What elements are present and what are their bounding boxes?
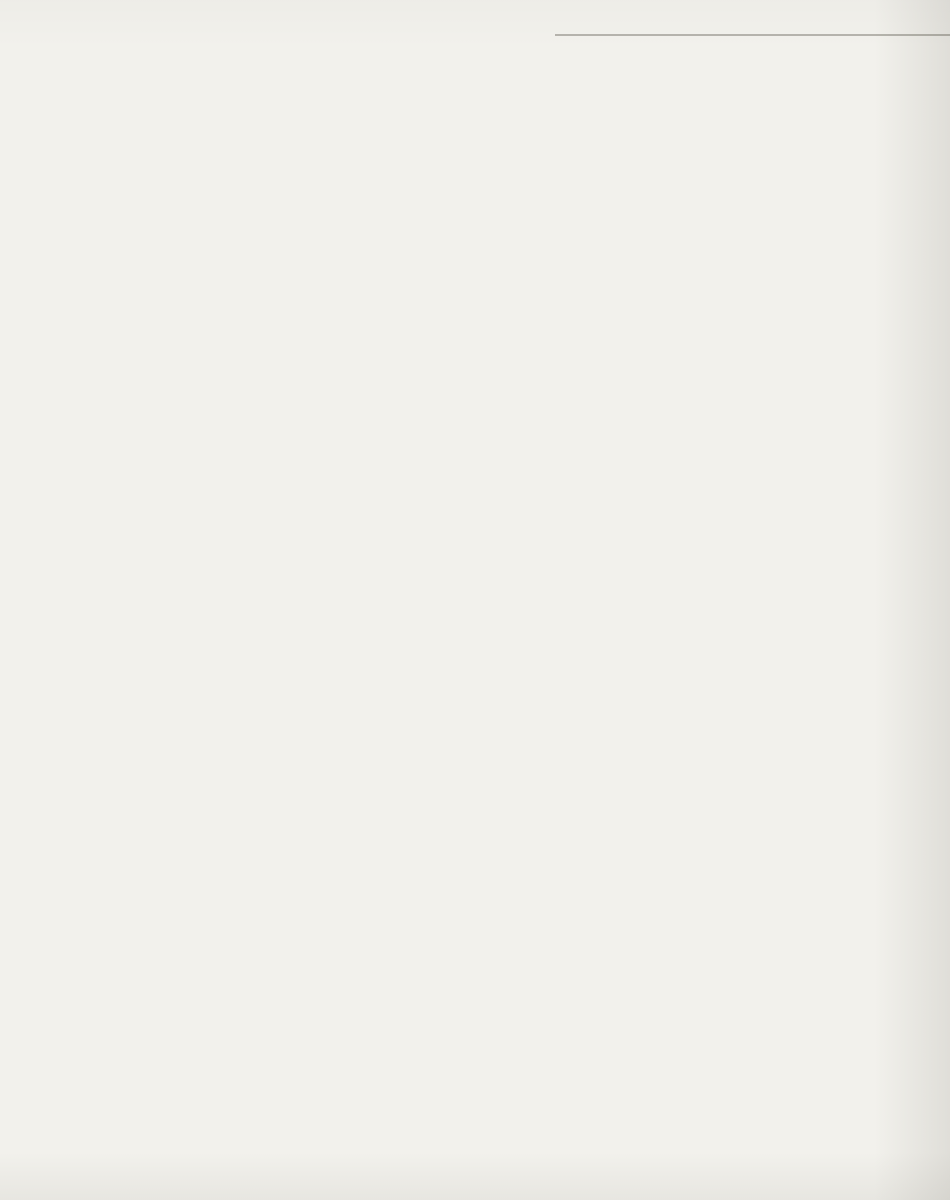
- scan-artifact-line: [555, 34, 950, 36]
